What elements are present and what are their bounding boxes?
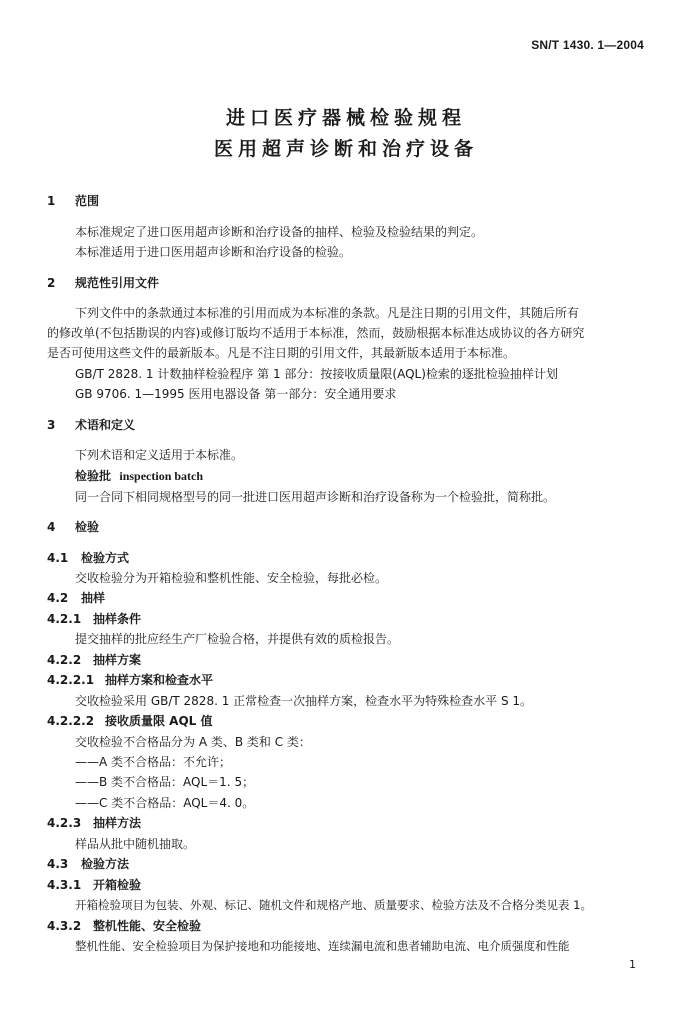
section-3-heading [47, 417, 135, 433]
document-title-line1: 进口医疗器械检验规程 [225, 107, 466, 129]
clause-4-2-2-heading [47, 652, 141, 668]
document-title-line2: 医用超声诊断和治疗设备 [213, 138, 478, 160]
section-1-paragraph-2: 本标准适用于进口医用超声诊断和治疗设备的检验。 [75, 245, 352, 259]
section-number: 4 [47, 520, 56, 534]
section-title: 检验 [75, 520, 100, 534]
clause-number: 4.2.2.1 [47, 673, 95, 687]
clause-4-3-heading [47, 856, 129, 872]
clause-title: 抽样条件 [93, 612, 142, 626]
clause-title: 抽样方案 [93, 653, 142, 667]
clause-number: 4.3 [47, 857, 69, 871]
clause-title: 检验方式 [81, 551, 130, 565]
term-english: inspection batch [119, 469, 204, 483]
section-number: 1 [47, 194, 56, 208]
section-number: 3 [47, 418, 56, 432]
section-4-heading [47, 519, 99, 535]
clause-title: 抽样方法 [93, 816, 142, 830]
section-2-heading [47, 275, 159, 291]
term-chinese: 检验批 [75, 469, 112, 483]
clause-number: 4.2.2 [47, 653, 82, 667]
clause-number: 4.2 [47, 591, 69, 605]
clause-title: 抽样 [81, 591, 106, 605]
section-1-paragraph-1: 本标准规定了进口医用超声诊断和治疗设备的抽样、检验及检验结果的判定。 [75, 225, 484, 239]
clause-4-2-2-1-heading [47, 672, 213, 688]
clause-4-2-2-1-text: 交收检验采用 GB/T 2828. 1 正常检查一次抽样方案，检查水平为特殊检查水平 S 1。 [75, 694, 533, 708]
clause-4-3-1-text: 开箱检验项目为包装、外观、标记、随机文件和规格产地、质量要求、检验方法及不合格分类见表 1。 [75, 898, 592, 912]
clause-4-2-2-2-heading [47, 713, 213, 729]
clause-title: 接收质量限 AQL 值 [105, 714, 213, 728]
section-number: 2 [47, 276, 56, 290]
section-3-paragraph: 下列术语和定义适用于本标准。 [75, 448, 244, 462]
section-title: 术语和定义 [75, 418, 136, 432]
clause-4-1-text: 交收检验分为开箱检验和整机性能、安全检验，每批必检。 [75, 571, 388, 585]
list-item-class-b: ——B 类不合格品：AQL＝1. 5； [75, 775, 255, 789]
clause-number: 4.3.1 [47, 878, 82, 892]
clause-title: 检验方法 [81, 857, 130, 871]
list-item-class-c: ——C 类不合格品：AQL＝4. 0。 [75, 796, 255, 810]
clause-4-2-3-heading [47, 815, 141, 831]
clause-4-2-3-text: 样品从批中随机抽取。 [75, 837, 196, 851]
normative-reference-2: GB 9706. 1—1995 医用电器设备 第一部分：安全通用要求 [75, 387, 397, 401]
clause-4-2-2-2-intro: 交收检验不合格品分为 A 类、B 类和 C 类： [75, 735, 311, 749]
section-2-paragraph-line2: 的修改单(不包括勘误的内容)或修订版均不适用于本标准，然而，鼓励根据本标准达成协议的各方研究 [47, 326, 585, 340]
section-title: 范围 [75, 194, 100, 208]
section-2-paragraph-line3: 是否可使用这些文件的最新版本。凡是不注日期的引用文件，其最新版本适用于本标准。 [47, 346, 516, 360]
clause-number: 4.2.1 [47, 612, 82, 626]
section-1-heading [47, 193, 99, 209]
clause-4-3-2-text: 整机性能、安全检验项目为保护接地和功能接地、连续漏电流和患者辅助电流、电介质强度和性能 [75, 939, 570, 953]
clause-title: 开箱检验 [93, 878, 142, 892]
term-entry [75, 468, 203, 484]
page-number: 1 [629, 958, 636, 971]
section-title: 规范性引用文件 [75, 276, 160, 290]
clause-number: 4.2.3 [47, 816, 82, 830]
clause-title: 整机性能、安全检验 [93, 919, 202, 933]
term-definition: 同一合同下相同规格型号的同一批进口医用超声诊断和治疗设备称为一个检验批，简称批。 [75, 490, 556, 504]
clause-title: 抽样方案和检查水平 [105, 673, 214, 687]
clause-number: 4.2.2.2 [47, 714, 95, 728]
clause-4-2-1-heading [47, 611, 141, 627]
list-item-class-a: ——A 类不合格品：不允许； [75, 755, 232, 769]
clause-number: 4.1 [47, 551, 69, 565]
clause-number: 4.3.2 [47, 919, 82, 933]
clause-4-1-heading [47, 550, 129, 566]
section-2-paragraph-line1: 下列文件中的条款通过本标准的引用而成为本标准的条款。凡是注日期的引用文件，其随后所有 [75, 306, 580, 320]
clause-4-2-1-text: 提交抽样的批应经生产厂检验合格，并提供有效的质检报告。 [75, 632, 400, 646]
clause-4-2-heading [47, 590, 105, 606]
clause-4-3-2-heading [47, 918, 201, 934]
normative-reference-1: GB/T 2828. 1 计数抽样检验程序 第 1 部分：按接收质量限(AQL)检索的逐批检验抽样计划 [75, 367, 558, 381]
clause-4-3-1-heading [47, 877, 141, 893]
standard-code: SN/T 1430. 1—2004 [531, 38, 644, 52]
